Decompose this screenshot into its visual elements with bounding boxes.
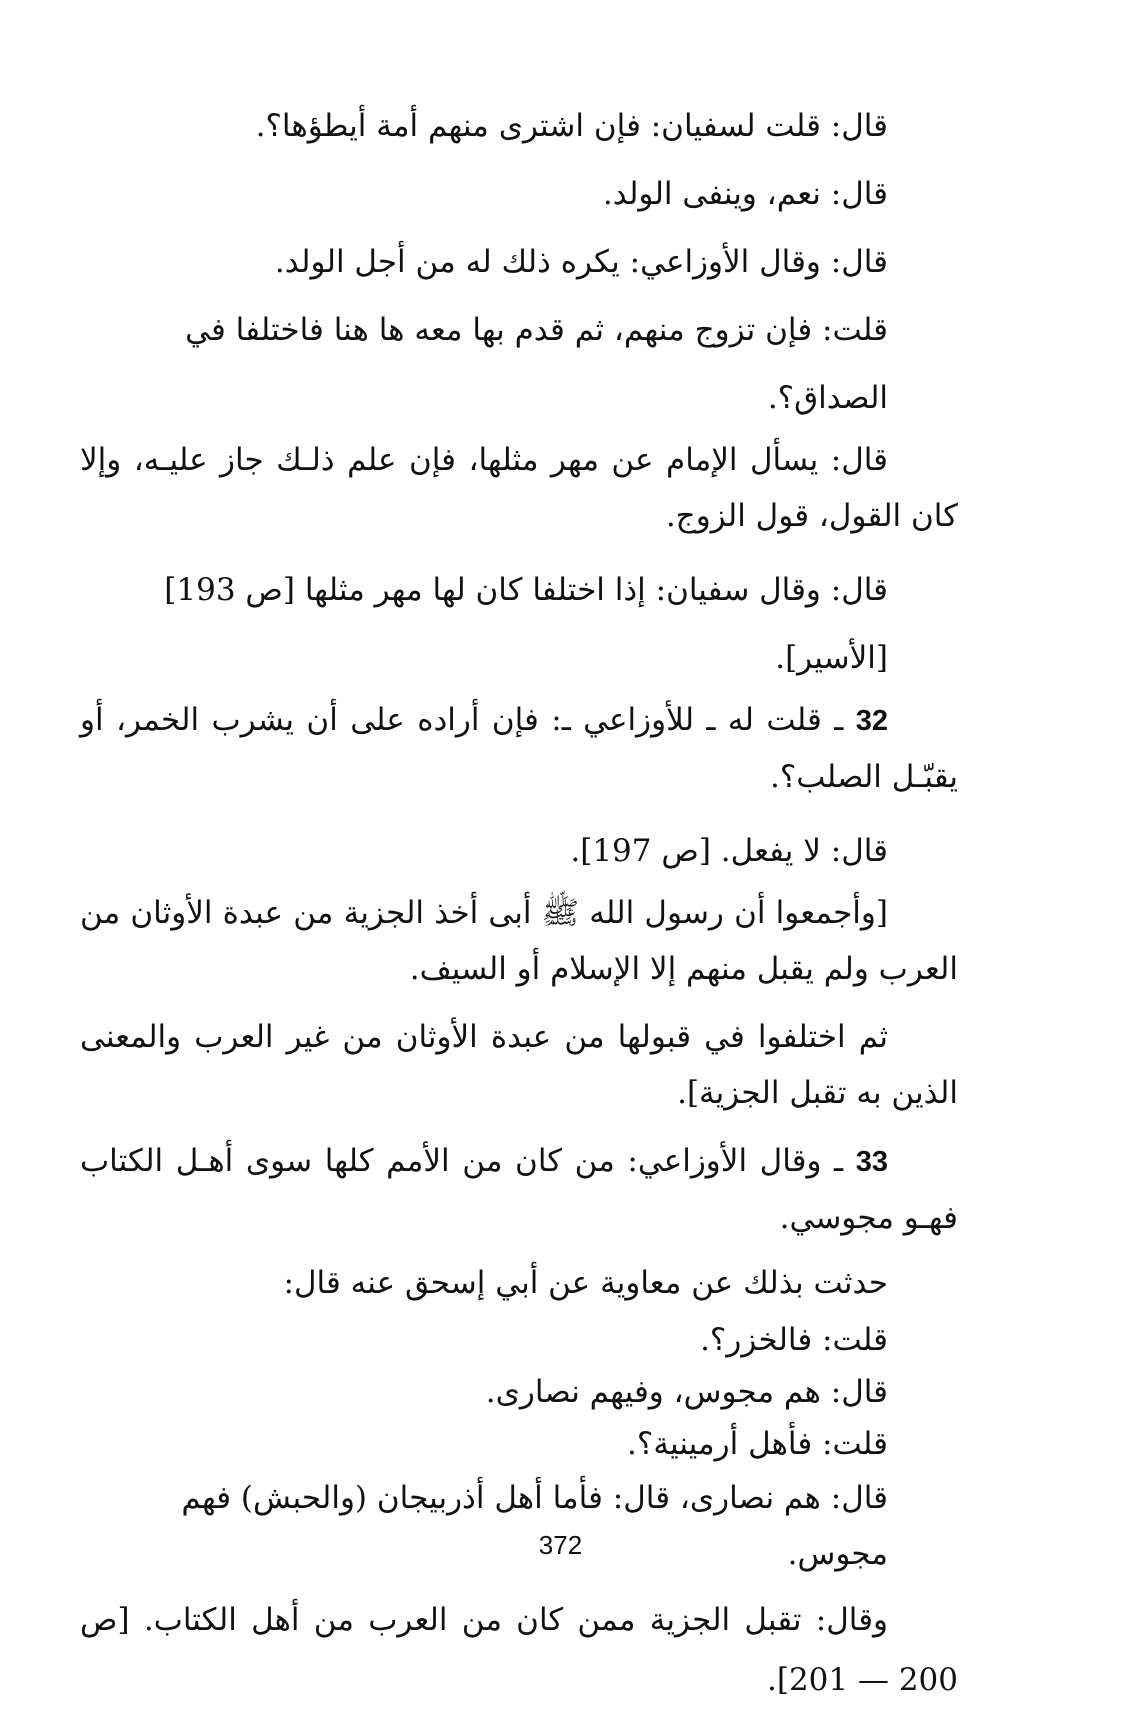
text-line: قال: نعم، وينفى الولد. [602, 176, 888, 212]
numbered-paragraph [80, 1133, 958, 1246]
text-line: قال: وقال الأوزاعي: يكره ذلك له من أجل الولد. [274, 244, 888, 280]
numbered-paragraph [80, 692, 958, 805]
text-line: قال: قلت لسفيان: فإن اشترى منهم أمة أيطؤها؟. [255, 108, 888, 144]
item-number: 33 [855, 1146, 888, 1178]
text-line: قلت: فالخزر؟. [700, 1322, 888, 1358]
page-body [80, 92, 958, 1698]
text-paragraph: قال: يسأل الإمام عن مهر مثلها، فإن علم ذلـك جاز عليـه، وإلا كان القول، قول الزوج. [80, 442, 958, 534]
paragraph-text: ـ وقال الأوزاعي: من كان من الأمم كلها سوى أهـل الكتاب فهـو مجوسي. [80, 1143, 958, 1236]
page-number: 372 [538, 1530, 583, 1560]
text-line: قلت: فأهل أرمينية؟. [627, 1426, 888, 1462]
text-line: قال: هم مجوس، وفيهم نصارى. [485, 1374, 888, 1410]
text-line: قال: هم نصارى، قال: فأما أهل أذربيجان (والحبش) فهم مجوس. [181, 1480, 888, 1572]
text-paragraph: ثم اختلفوا في قبولها من عبدة الأوثان من غير العرب والمعنى الذين به تقبل الجزية]. [80, 1019, 958, 1111]
text-paragraph: [وأجمعوا أن رسول الله ﷺ أبى أخذ الجزية من عبدة الأوثان من العرب ولم يقبل منهم إلا الإسلام أو السيف. [80, 895, 958, 987]
text-line: قال: لا يفعل. [ص 197]. [570, 833, 888, 869]
text-line: قال: وقال سفيان: إذا اختلفا كان لها مهر مثلها [ص 193] [الأسير]. [164, 572, 888, 676]
paragraph-text: ـ قلت له ـ للأوزاعي ـ: فإن أراده على أن يشرب الخمر، أو يقبّـل الصلب؟. [80, 702, 958, 795]
item-number: 32 [855, 705, 889, 737]
text-paragraph: وقال: تقبل الجزية ممن كان من العرب من أهل الكتاب. [ص 200 — 201]. [80, 1602, 958, 1698]
text-line: قلت: فإن تزوج منهم، ثم قدم بها معه ها هنا فاختلفا في الصداق؟. [185, 312, 888, 416]
text-line: حدثت بذلك عن معاوية عن أبي إسحق عنه قال: [283, 1265, 888, 1301]
